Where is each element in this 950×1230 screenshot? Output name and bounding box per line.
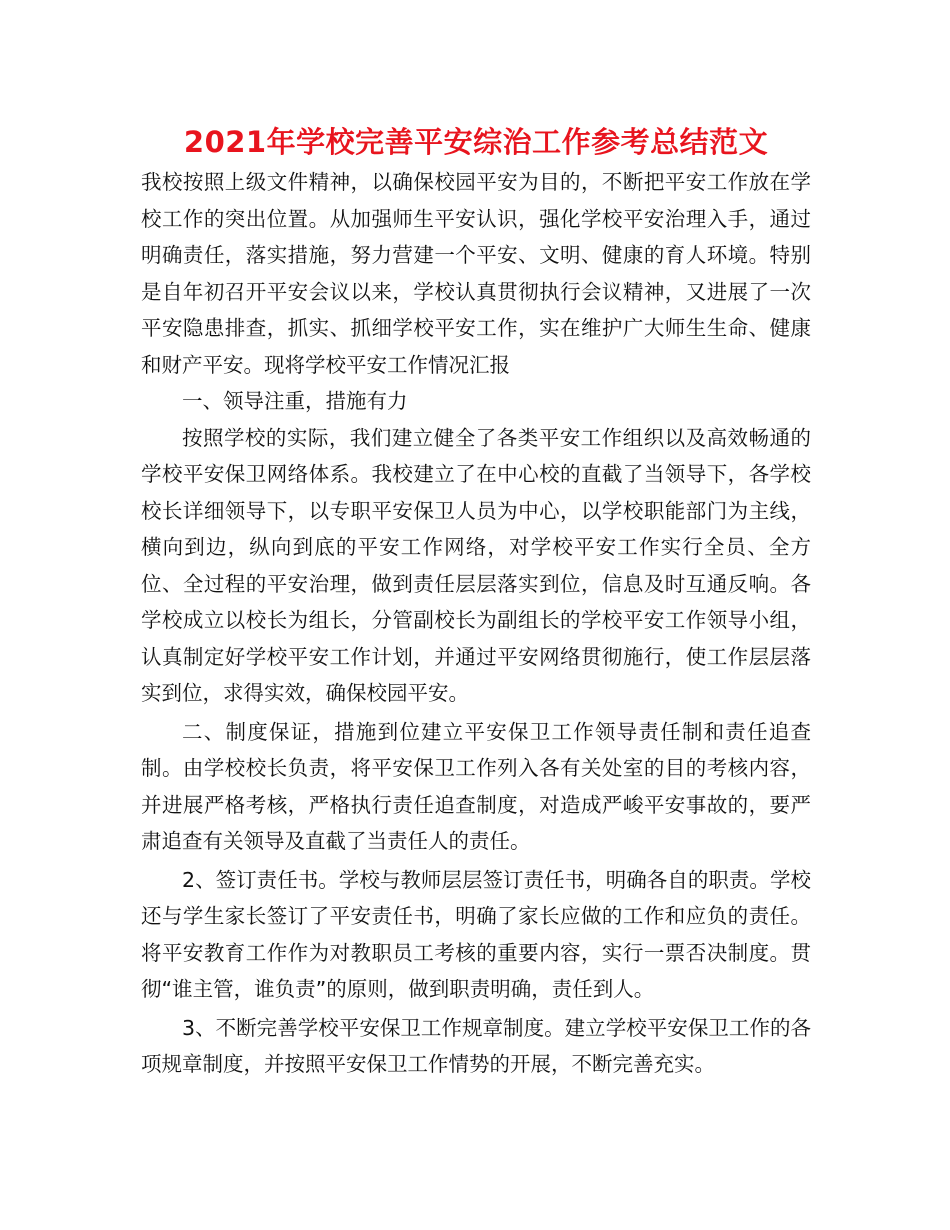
paragraph-safety-network: 按照学校的实际，我们建立健全了各类平安工作组织以及高效畅通的学校平安保卫网络体系。我校建立了在中心校的直截了当领导下，各学校校长详细领导下，以专职平安保卫人员为中心，以学校职能部门为主线，横向到边，纵向到底的平安工作网络，对学校平安工作实行全员、全方位、全过程的平安治理，做到责任层层落实到位，信息及时互通反响。各学校成立以校长为组长，分管副校长为副组长的学校平安工作领导小组，认真制定好学校平安工作计划，并通过平安网络贯彻施行，使工作层层落实到位，求得实效，确保校园平安。: [141, 425, 811, 705]
intro-paragraph: 我校按照上级文件精神，以确保校园平安为目的，不断把平安工作放在学校工作的突出位置。从加强师生平安认识，强化学校平安治理入手，通过明确责任，落实措施，努力营建一个平安、文明、健康的育人环境。特别是自年初召开平安会议以来，学校认真贯彻执行会议精神，又进展了一次平安隐患排查，抓实、抓细学校平安工作，实在维护广大师生生命、健康和财产平安。现将学校平安工作情况汇报: [141, 170, 811, 377]
paragraph-system-guarantee: 二、制度保证，措施到位建立平安保卫工作领导责任制和责任追查制。由学校校长负责，将平安保卫工作列入各有关处室的目的考核内容，并进展严格考核，严格执行责任追查制度，对造成严峻平安事故的，要严肃追查有关领导及直截了当责任人的责任。: [141, 719, 811, 853]
paragraph-responsibility-letter: 2、签订责任书。学校与教师层层签订责任书，明确各自的职责。学校还与学生家长签订了平安责任书，明确了家长应做的工作和应负的责任。将平安教育工作作为对教职员工考核的重要内容，实行一票否决制度。贯彻“谁主管，谁负责”的原则，做到职责明确，责任到人。: [141, 867, 811, 1001]
document-title: 2021年学校完善平安综治工作参考总结范文: [183, 125, 769, 159]
paragraph-regulations: 3、不断完善学校平安保卫工作规章制度。建立学校平安保卫工作的各项规章制度，并按照平安保卫工作情势的开展，不断完善充实。: [141, 1015, 811, 1076]
document-page: [141, 120, 811, 1083]
section-heading-leadership: 一、领导注重，措施有力: [182, 389, 408, 413]
